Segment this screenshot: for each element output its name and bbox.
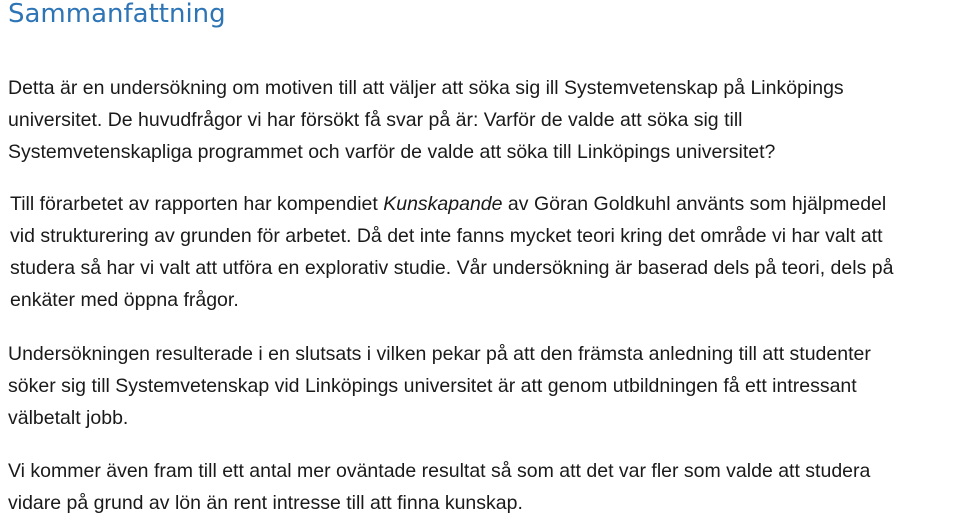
text-line [10, 188, 960, 220]
text-line: välbetalt jobb. [8, 407, 129, 429]
summary-paragraph-2 [10, 188, 960, 316]
text-segment: av Göran Goldkuhl använts som hjälpmedel [502, 193, 887, 215]
text-line: universitet. De huvudfrågor vi har försökt få svar på är: Varför de valde att söka sig till [8, 109, 743, 131]
text-line: Vi kommer även fram till ett antal mer oväntade resultat så som att det var fler som valde att studera [8, 460, 871, 482]
text-line: Detta är en undersökning om motiven till att väljer att söka sig ill Systemvetenskap på Linköpings [8, 77, 844, 99]
text-line: Systemvetenskapliga programmet och varför de valde att söka till Linköpings universitet? [8, 141, 776, 163]
summary-paragraph-1 [8, 72, 953, 168]
summary-paragraph-4 [8, 455, 958, 519]
text-segment: Till förarbetet av rapporten har kompendiet [10, 193, 384, 215]
text-line: studera så har vi valt att utföra en explorativ studie. Vår undersökning är baserad dels på teori, dels på [10, 257, 894, 279]
text-line: vidare på grund av lön än rent intresse till att finna kunskap. [8, 492, 523, 514]
summary-paragraph-3 [8, 338, 958, 434]
page-title: Sammanfattning [8, 0, 226, 29]
text-line: vid strukturering av grunden för arbetet. Då det inte fanns mycket teori kring det område vi har valt att [10, 225, 883, 247]
text-line: enkäter med öppna frågor. [10, 289, 239, 311]
text-line: söker sig till Systemvetenskap vid Linköpings universitet är att genom utbildningen få ett intressant [8, 375, 857, 397]
book-title: Kunskapande [383, 193, 503, 215]
text-line: Undersökningen resulterade i en slutsats i vilken pekar på att den främsta anledning till att studenter [8, 343, 871, 365]
